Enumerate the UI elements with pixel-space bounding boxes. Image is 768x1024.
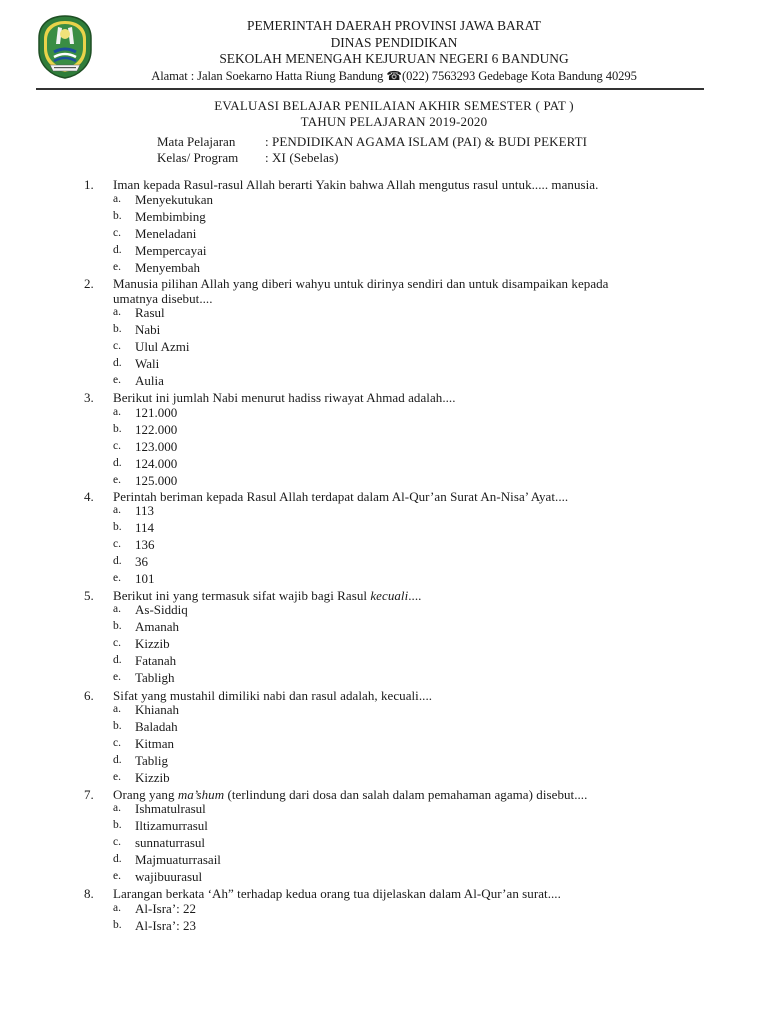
question-text: Berikut ini jumlah Nabi menurut hadiss riwayat Ahmad adalah.... <box>113 390 456 405</box>
option-text: Ishmatulrasul <box>135 801 206 816</box>
option-letter: b. <box>113 620 122 632</box>
option-letter: b. <box>113 423 122 435</box>
option-letter: d. <box>113 754 122 766</box>
option-text: 136 <box>135 537 155 552</box>
question-number: 8. <box>84 886 94 901</box>
option-letter: d. <box>113 853 122 865</box>
option-text: Al-Isra’: 22 <box>135 901 197 916</box>
question-number: 3. <box>84 390 94 405</box>
option-letter: b. <box>113 919 122 931</box>
address-suffix: (022) 7563293 Gedebage Kota Bandung 40295 <box>401 68 637 83</box>
question-text-emphasis: ma’shum <box>177 787 225 802</box>
option-text: Khianah <box>135 702 180 717</box>
option-text: Meneladani <box>135 226 197 241</box>
subject-value: : PENDIDIKAN AGAMA ISLAM (PAI) & BUDI PEKERTI <box>265 134 588 149</box>
option-text: Iltizamurrasul <box>135 818 208 833</box>
question-text-line-2: umatnya disebut.... <box>113 291 213 306</box>
option-letter: e. <box>113 771 121 783</box>
question-text-start: Berikut ini yang termasuk sifat wajib bagi Rasul <box>113 588 371 603</box>
option-letter: a. <box>113 603 121 615</box>
exam-year: TAHUN PELAJARAN 2019-2020 <box>300 114 488 129</box>
question-text-line-1: Manusia pilihan Allah yang diberi wahyu untuk dirinya sendiri dan untuk disampaikan kepada <box>113 276 609 291</box>
option-text: Menyembah <box>135 260 200 275</box>
option-letter: a. <box>113 193 121 205</box>
option-letter: a. <box>113 306 121 318</box>
option-text: Amanah <box>135 619 180 634</box>
government-name: PEMERINTAH DAERAH PROVINSI JAWA BARAT <box>247 18 541 33</box>
class-label: Kelas/ Program <box>157 150 239 165</box>
question-text <box>113 588 698 603</box>
option-text: Fatanah <box>135 653 177 668</box>
option-letter: c. <box>113 637 121 649</box>
option-letter: b. <box>113 323 122 335</box>
option-text: Tabligh <box>135 670 175 685</box>
option-letter: c. <box>113 538 121 550</box>
question-text <box>113 787 698 802</box>
option-letter: c. <box>113 440 121 452</box>
option-text: 123.000 <box>135 439 178 454</box>
option-text: 121.000 <box>135 405 178 420</box>
option-letter: c. <box>113 227 121 239</box>
option-text: wajibuurasul <box>135 869 203 884</box>
option-text: 124.000 <box>135 456 178 471</box>
class-value: : XI (Sebelas) <box>265 150 339 165</box>
option-letter: d. <box>113 457 122 469</box>
option-text: sunnaturrasul <box>135 835 206 850</box>
option-text: Mempercayai <box>135 243 207 258</box>
option-text: Kizzib <box>135 636 170 651</box>
option-text: Membimbing <box>135 209 206 224</box>
option-text: Kitman <box>135 736 174 751</box>
option-letter: c. <box>113 340 121 352</box>
option-text: 101 <box>135 571 155 586</box>
option-text: 122.000 <box>135 422 178 437</box>
option-letter: e. <box>113 374 121 386</box>
option-letter: b. <box>113 210 122 222</box>
option-letter: e. <box>113 261 121 273</box>
phone-icon: ☎ <box>386 68 402 83</box>
school-name: SEKOLAH MENENGAH KEJURUAN NEGERI 6 BANDUNG <box>219 51 569 67</box>
option-letter: a. <box>113 406 121 418</box>
question-text: Larangan berkata ‘Ah” terhadap kedua orang tua dijelaskan dalam Al-Qur’an surat.... <box>113 886 561 901</box>
option-text: Tablig <box>135 753 169 768</box>
option-text: Ulul Azmi <box>135 339 190 354</box>
option-letter: a. <box>113 504 121 516</box>
option-letter: a. <box>113 902 121 914</box>
option-text: Wali <box>135 356 160 371</box>
option-letter: e. <box>113 870 121 882</box>
option-text: 36 <box>135 554 148 569</box>
option-letter: b. <box>113 720 122 732</box>
option-text: Al-Isra’: 23 <box>135 918 197 933</box>
option-text: Baladah <box>135 719 178 734</box>
exam-title: EVALUASI BELAJAR PENILAIAN AKHIR SEMESTER ( PAT ) <box>214 98 574 113</box>
option-text: As-Siddiq <box>135 602 188 617</box>
option-text: 114 <box>135 520 155 535</box>
question-number: 2. <box>84 276 94 291</box>
option-letter: d. <box>113 555 122 567</box>
option-letter: c. <box>113 836 121 848</box>
option-letter: b. <box>113 819 122 831</box>
option-text: Menyekutukan <box>135 192 213 207</box>
question-text: Iman kepada Rasul-rasul Allah berarti Yakin bahwa Allah mengutus rasul untuk..... manusia. <box>113 177 599 192</box>
option-letter: c. <box>113 737 121 749</box>
option-text: Majmuaturrasail <box>135 852 221 867</box>
option-letter: a. <box>113 802 121 814</box>
subject-label: Mata Pelajaran <box>157 134 236 149</box>
option-letter: e. <box>113 572 121 584</box>
option-text: 125.000 <box>135 473 178 488</box>
question-text-end: .... <box>408 588 422 603</box>
question-text-start: Orang yang <box>113 787 178 802</box>
question-number: 1. <box>84 177 94 192</box>
question-number: 7. <box>84 787 94 802</box>
address-prefix: Alamat : Jalan Soekarno Hatta Riung Bandung <box>151 68 387 83</box>
option-text: Aulia <box>135 373 164 388</box>
question-number: 5. <box>84 588 94 603</box>
option-text: Kizzib <box>135 770 170 785</box>
option-text: 113 <box>135 503 155 518</box>
question-number: 4. <box>84 489 94 504</box>
option-text: Rasul <box>135 305 165 320</box>
option-letter: d. <box>113 357 122 369</box>
question-text: Perintah beriman kepada Rasul Allah terdapat dalam Al-Qur’an Surat An-Nisa’ Ayat.... <box>113 489 569 504</box>
option-text: Nabi <box>135 322 161 337</box>
option-letter: d. <box>113 244 122 256</box>
question-text: Sifat yang mustahil dimiliki nabi dan rasul adalah, kecuali.... <box>113 688 433 703</box>
department-name: DINAS PENDIDIKAN <box>330 34 458 50</box>
question-text-emphasis: kecuali <box>370 588 409 603</box>
option-letter: b. <box>113 521 122 533</box>
option-letter: e. <box>113 474 121 486</box>
question-text-end: (terlindung dari dosa dan salah dalam pemahaman agama) disebut.... <box>224 787 588 802</box>
option-letter: a. <box>113 703 121 715</box>
question-number: 6. <box>84 688 94 703</box>
option-letter: e. <box>113 671 121 683</box>
option-letter: d. <box>113 654 122 666</box>
